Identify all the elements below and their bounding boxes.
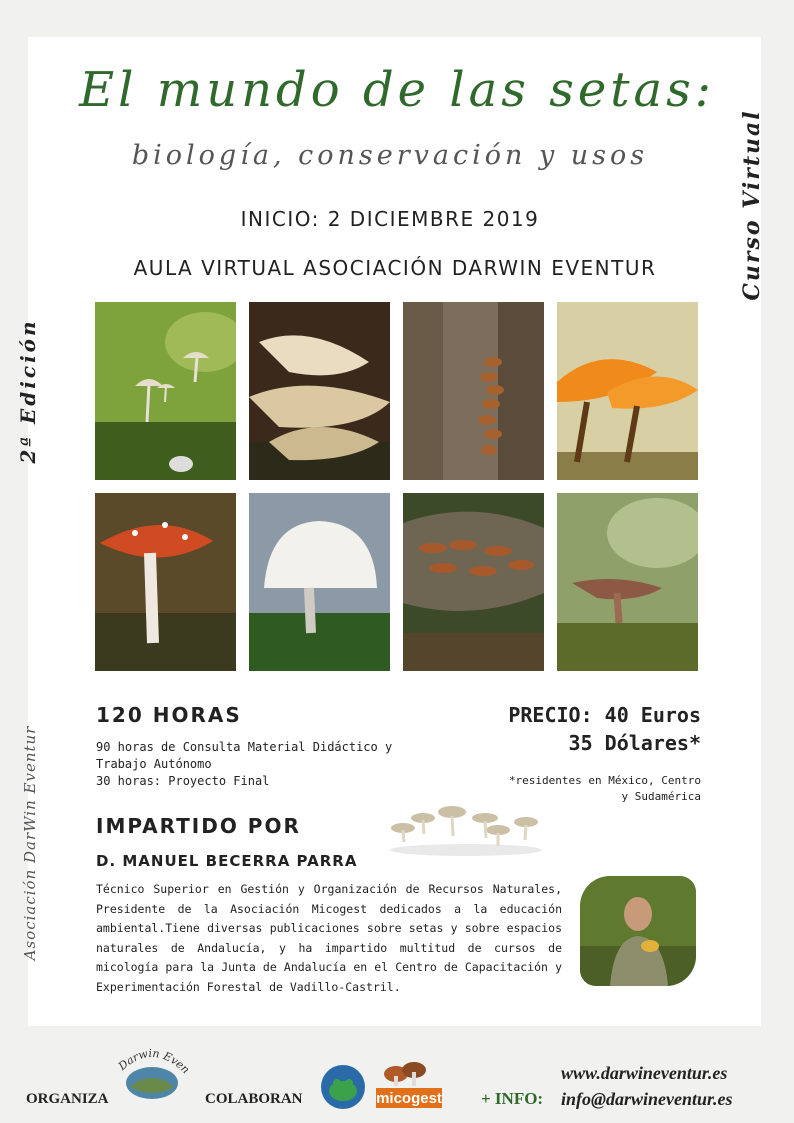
mushroom-photo-8 xyxy=(557,493,698,671)
side-label-edition: 2ª Edición xyxy=(16,318,40,464)
frog-association-logo xyxy=(318,1063,368,1111)
hours-line-1: 90 horas de Consulta Material Didáctico y xyxy=(96,740,393,754)
mushroom-photo-4 xyxy=(557,302,698,480)
mushroom-photo-7 xyxy=(403,493,544,671)
organiza-label: ORGANIZA xyxy=(26,1091,109,1107)
instructor-portrait xyxy=(580,876,696,986)
darwin-eventur-logo xyxy=(112,1043,192,1105)
micogest-logo-text: micogest xyxy=(376,1090,442,1107)
price-dollars: 35 Dólares* xyxy=(568,731,701,755)
instructor-heading: IMPARTIDO POR xyxy=(96,814,301,838)
poster-subtitle: biología, conservación y usos xyxy=(131,140,649,171)
hours-line-2: Trabajo Autónomo xyxy=(96,757,212,771)
price-euros: PRECIO: 40 Euros xyxy=(508,703,701,727)
side-label-virtual-course: Curso Virtual xyxy=(739,109,765,301)
hours-detail xyxy=(96,739,456,790)
mushrooms-illustration xyxy=(388,800,543,858)
info-label: + INFO: xyxy=(481,1089,544,1108)
mushroom-photo-5 xyxy=(95,493,236,671)
price-note-1: *residentes en México, Centro xyxy=(508,774,701,787)
colaboran-label: COLABORAN xyxy=(205,1091,303,1107)
mushroom-photo-3 xyxy=(403,302,544,480)
mushroom-photo-2 xyxy=(249,302,390,480)
email-link[interactable]: info@darwineventur.es xyxy=(561,1089,733,1109)
side-label-association: Asociación DarWin Eventur xyxy=(21,725,39,961)
website-link[interactable]: www.darwineventur.es xyxy=(561,1063,728,1083)
price-note-2: y Sudamérica xyxy=(621,790,701,803)
hours-heading: 120 HORAS xyxy=(96,703,242,727)
micogest-logo xyxy=(374,1060,444,1112)
hours-line-3: 30 horas: Proyecto Final xyxy=(96,774,270,788)
mushroom-photo-1 xyxy=(95,302,236,480)
poster-title: El mundo de las setas: xyxy=(79,62,715,118)
darwin-logo-text: Darwin Even xyxy=(115,1046,192,1077)
instructor-name: D. MANUEL BECERRA PARRA xyxy=(96,852,358,870)
mushroom-photo-6 xyxy=(249,493,390,671)
instructor-bio: Técnico Superior en Gestión y Organización de Recursos Naturales, Presidente de la Asociación Micogest dedicados a la educación ambiental.Tiene diversas publicaciones sobre setas y sobre espacios naturales de Andalucía, y ha impartido multitud de cursos de micología para la Junta de Andalucía en el Centro de Capacitación y Experimentación Forestal de Vadillo-Castril. xyxy=(96,882,562,994)
venue: AULA VIRTUAL ASOCIACIÓN DARWIN EVENTUR xyxy=(133,256,657,280)
start-date: INICIO: 2 DICIEMBRE 2019 xyxy=(240,207,540,231)
